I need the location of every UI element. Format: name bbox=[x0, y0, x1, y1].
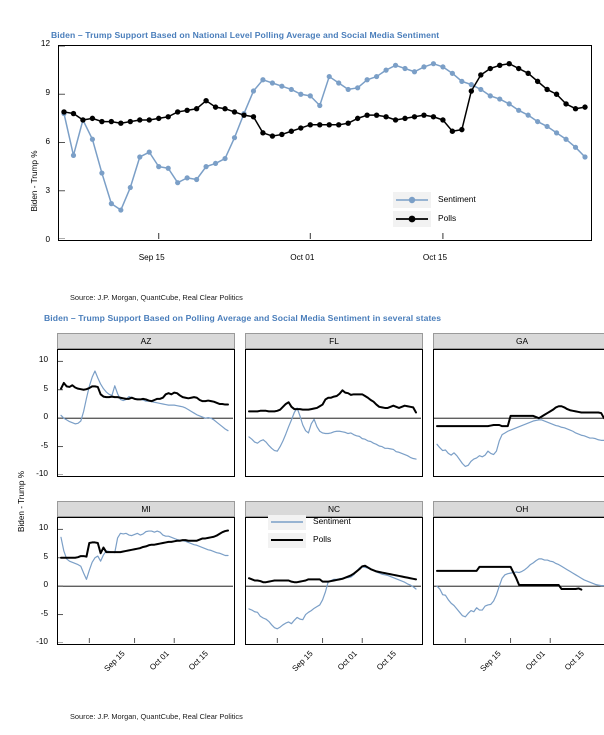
main-x-tick-2: Oct 15 bbox=[422, 253, 448, 262]
panel-plot-mi bbox=[57, 517, 235, 645]
panel-strip-nc: NC bbox=[245, 501, 423, 517]
main-x-tick-1: Oct 01 bbox=[290, 253, 315, 262]
states-legend-label-sentiment: Sentiment bbox=[313, 516, 351, 526]
states-x-tick-oh-2: Oct 15 bbox=[563, 649, 587, 673]
main-chart-legend bbox=[393, 190, 503, 230]
panel-svg-az bbox=[58, 350, 233, 475]
states-x-tick-oh-1: Oct 01 bbox=[523, 649, 547, 673]
panel-strip-mi: MI bbox=[57, 501, 235, 517]
states-y-tick-az-0: 0 bbox=[43, 412, 48, 422]
main-x-tick-0: Sep 15 bbox=[138, 253, 165, 262]
states-x-tick-nc-0: Sep 15 bbox=[290, 649, 316, 674]
panel-strip-az: AZ bbox=[57, 333, 235, 349]
panel-svg-oh bbox=[434, 518, 604, 643]
states-chart-title: Biden – Trump Support Based on Polling Average and Social Media Sentiment in several states bbox=[44, 313, 442, 323]
states-y-tick-az-5: 5 bbox=[43, 383, 48, 393]
states-y-tick-az--5: -5 bbox=[40, 440, 48, 450]
main-legend-label-polls: Polls bbox=[438, 213, 457, 223]
states-chart-y-axis-title: Biden - Trump % bbox=[16, 471, 26, 532]
states-y-tick-mi--5: -5 bbox=[40, 608, 48, 618]
panel-plot-ga bbox=[433, 349, 604, 477]
states-x-tick-nc-2: Oct 15 bbox=[375, 649, 399, 673]
panel-strip-ga: GA bbox=[433, 333, 604, 349]
panel-strip-oh: OH bbox=[433, 501, 604, 517]
states-chart-legend bbox=[268, 513, 378, 553]
main-chart-title: Biden – Trump Support Based on National Level Polling Average and Social Media Sentiment bbox=[51, 30, 440, 40]
panel-svg-fl bbox=[246, 350, 421, 475]
states-x-tick-mi-1: Oct 01 bbox=[147, 649, 171, 673]
main-y-tick-3: 3 bbox=[45, 186, 50, 195]
main-chart-plot-area bbox=[58, 45, 592, 241]
main-legend-label-sentiment: Sentiment bbox=[438, 194, 476, 204]
panel-strip-fl: FL bbox=[245, 333, 423, 349]
main-y-tick-6: 6 bbox=[45, 137, 50, 146]
states-y-tick-az-10: 10 bbox=[38, 355, 48, 365]
main-chart-svg bbox=[59, 46, 590, 239]
panel-svg-ga bbox=[434, 350, 604, 475]
states-x-tick-mi-2: Oct 15 bbox=[187, 649, 211, 673]
states-x-tick-mi-0: Sep 15 bbox=[102, 649, 128, 674]
states-legend-swatches bbox=[268, 513, 308, 553]
states-legend-label-polls: Polls bbox=[313, 534, 332, 544]
main-chart-source-note: Source: J.P. Morgan, QuantCube, Real Clear Politics bbox=[70, 293, 243, 302]
states-x-tick-oh-0: Sep 15 bbox=[478, 649, 504, 674]
main-legend-swatches bbox=[393, 190, 433, 230]
states-y-tick-mi-5: 5 bbox=[43, 551, 48, 561]
panel-svg-mi bbox=[58, 518, 233, 643]
main-chart-y-axis-title: Biden - Trump % bbox=[29, 150, 39, 212]
states-y-tick-az--10: -10 bbox=[36, 469, 48, 478]
states-x-tick-nc-1: Oct 01 bbox=[335, 649, 359, 673]
panel-plot-oh bbox=[433, 517, 604, 645]
panel-plot-az bbox=[57, 349, 235, 477]
states-chart-source-note: Source: J.P. Morgan, QuantCube, Real Clear Politics bbox=[70, 712, 243, 721]
panel-plot-fl bbox=[245, 349, 423, 477]
states-y-tick-mi--10: -10 bbox=[36, 637, 48, 646]
states-y-tick-mi-10: 10 bbox=[38, 523, 48, 533]
states-y-tick-mi-0: 0 bbox=[43, 580, 48, 590]
main-y-tick-12: 12 bbox=[40, 39, 50, 48]
main-y-tick-0: 0 bbox=[45, 235, 50, 244]
main-y-tick-9: 9 bbox=[45, 88, 50, 97]
